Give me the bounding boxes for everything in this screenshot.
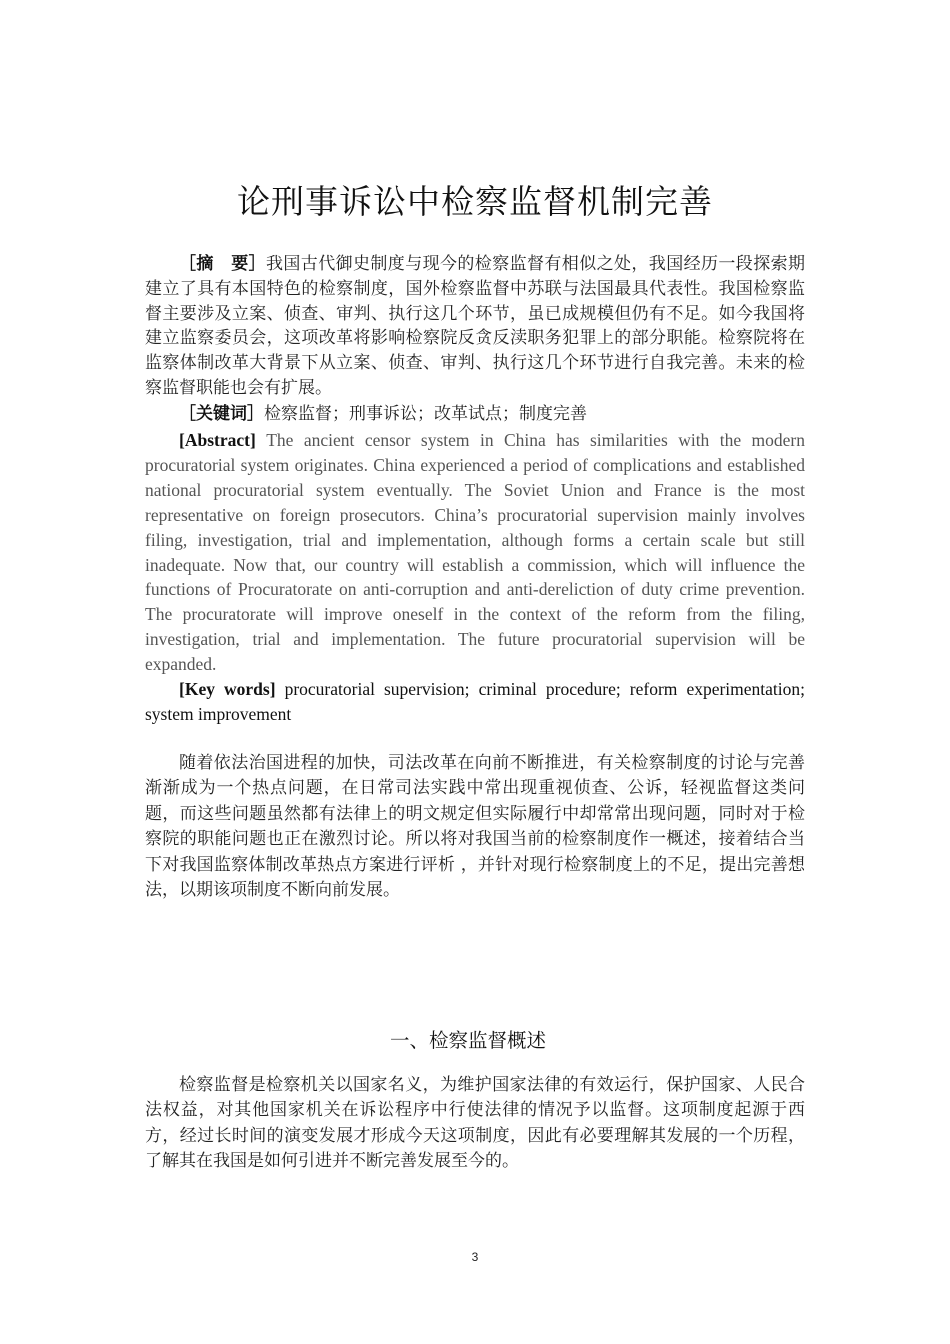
abstract-en-text: The ancient censor system in China has similarities with the modern procuratorial system originates. China experienced a period of complications and established national procuratorial system eventually. The Soviet Union and France is the most representative on foreign prosecutors. China’s procuratorial supervision mainly involves filing, investigation, trial and implementation, although forms a certain scale but still inadequate. Now that, our country will establish a commission, which will influence the functions of Procuratorate on anti-corruption and anti-dereliction of duty crime prevention. The procuratorate will improve oneself in the context of the reform from the filing, investigation, trial and implementation. The future procuratorial supervision will be expanded. — [145, 430, 805, 675]
keywords-en — [145, 677, 805, 727]
intro-paragraph: 随着依法治国进程的加快，司法改革在向前不断推进，有关检察制度的讨论与完善渐渐成为一个热点问题，在日常司法实践中常出现重视侦查、公诉，轻视监督这类问题，而这些问题虽然都有法律上的明文规定但实际履行中却常常出现问题，同时对于检察院的职能问题也正在激烈讨论。所以将对我国当前的检察制度作一概述，接着结合当下对我国监察体制改革热点方案进行评析 ，并针对现行检察制度上的不足，提出完善想法，以期该项制度不断向前发展。 — [145, 753, 805, 901]
keywords-en-text: procuratorial supervision; criminal procedure; reform experimentation; system improvement — [145, 679, 806, 724]
section-heading: 一、检察监督概述 — [390, 1029, 547, 1052]
keywords-en-label: [Key words] — [179, 679, 276, 699]
paper-title: 论刑事诉讼中检察监督机制完善 — [237, 182, 713, 221]
abstract-zh-text: 我国古代御史制度与现今的检察监督有相似之处，我国经历一段探索期建立了具有本国特色的检察制度，国外检察监督中苏联与法国最具代表性。我国检察监督主要涉及立案、侦查、审判、执行这几个环节，虽已成规模但仍有不足。如今我国将建立监察委员会，这项改革将影响检察院反贪反渎职务犯罪上的部分职能。检察院将在监察体制改革大背景下从立案、侦查、审判、执行这几个环节进行自我完善。未来的检察监督职能也会有扩展。 — [145, 254, 805, 398]
abstract-zh — [145, 252, 805, 401]
keywords-zh — [145, 402, 805, 427]
section-body: 检察监督是检察机关以国家名义，为维护国家法律的有效运行，保护国家、人民合法权益，对其他国家机关在诉讼程序中行使法律的情况予以监督。这项制度起源于西方，经过长时间的演变发展才形成今天这项制度，因此有必要理解其发展的一个历程，了解其在我国是如何引进并不断完善发展至今的。 — [145, 1075, 805, 1172]
abstract-en-label: [Abstract] — [179, 430, 256, 450]
keywords-zh-text: 检察监督；刑事诉讼；改革试点；制度完善 — [264, 404, 587, 424]
keywords-zh-label: ［关键词］ — [179, 404, 264, 424]
page-number: 3 — [471, 1250, 479, 1264]
abstract-zh-label: ［摘 要］ — [179, 254, 266, 274]
abstract-en — [145, 428, 805, 677]
